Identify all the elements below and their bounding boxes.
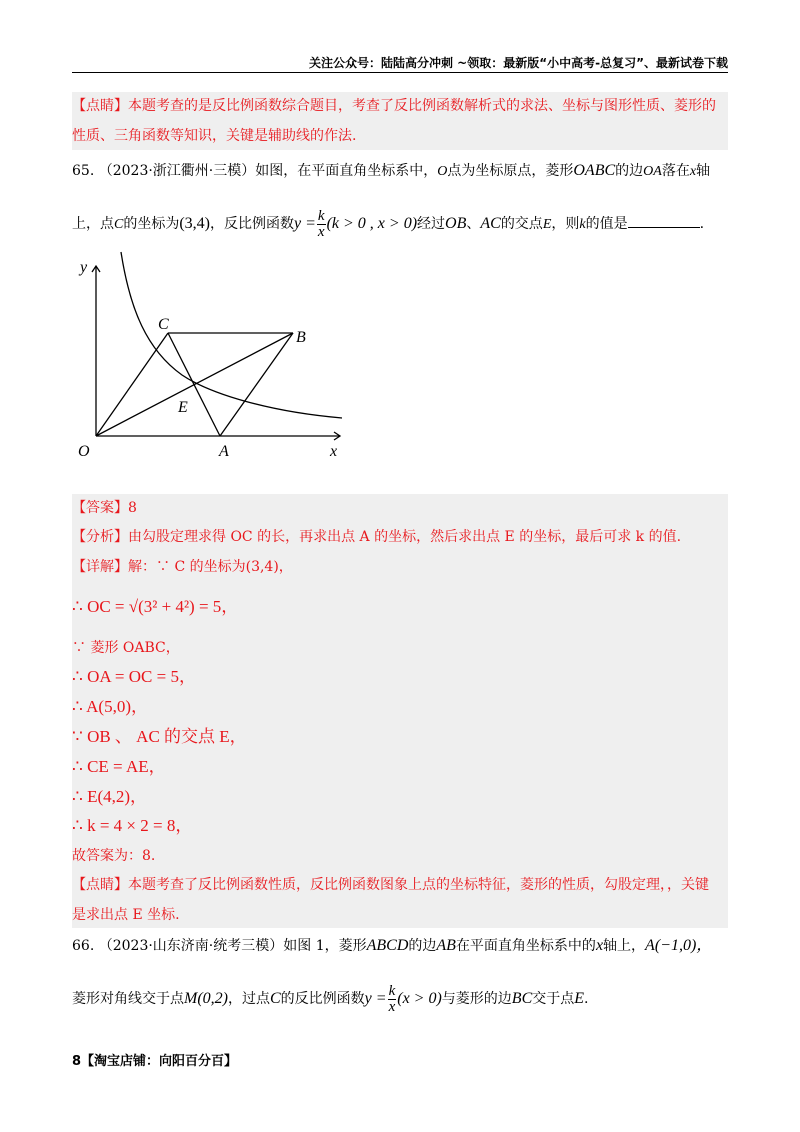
q66-bc: BC [511,990,533,1007]
q65-o: O [437,164,448,179]
dianjing-text1: 本题考查了反比例函数性质，反比例函数图象上点的坐标特征，菱形的性质，勾股定理，，关键 [128,877,709,893]
q65-c: C [114,217,124,232]
q66-func-cond: (x > 0) [397,990,442,1007]
q65-text: . [699,216,705,232]
x-label: x [330,443,338,460]
q65-text: ，则 [551,216,580,232]
q65-text: 经过 [417,216,446,232]
detail-step-e: ∵ OB 、 AC 的交点 E， [72,727,247,746]
q66-text: ，过点 [227,991,270,1007]
q66-text: 与菱形的边 [441,991,512,1007]
q65-text: 轴 [696,163,711,179]
diagonal-ac [168,333,220,436]
analysis-line [72,527,681,547]
header-rule [72,72,728,73]
detail-step-oa: ∴ OA = OC = 5， [72,667,196,686]
q65-number: 65. [72,163,95,179]
q66-text: . [584,991,589,1007]
q66-c: C [269,990,281,1007]
q65-text: 的坐标为 [123,216,180,232]
shop-name: 【淘宝店铺：向阳百分百】 [81,1054,238,1069]
q65-func-y: y = [294,215,316,232]
analysis-tag: 【分析】 [72,529,128,545]
q65-x: x [689,164,697,179]
q65-frac-den: x [317,223,325,240]
q65-text: 落在 [661,163,690,179]
q66-source: （2023·山东济南·统考三模） [98,938,284,954]
q66-m-point: M(0,2) [184,990,228,1007]
prev-dianjing-text2: 性质、三角函数等知识，关键是辅助线的作法. [72,128,357,144]
detail-step-e-coord: ∴ E(4,2)， [72,787,148,806]
q66-text: 的边 [408,938,437,954]
q65-line2 [72,207,704,242]
q65-frac-num: k [317,207,325,224]
q65-text: 如图，在平面直角坐标系中， [255,163,438,179]
q66-e: E [574,990,585,1007]
q65-answer-blank [628,213,700,228]
q66-text: 菱形对角线交于点 [72,991,184,1007]
dianjing-tag: 【点睛】 [72,877,128,893]
prev-dianjing-line2 [72,126,356,146]
q65-text: ，反比例函数 [210,216,294,232]
q66-text: 的反比例函数 [280,991,365,1007]
prev-dianjing-tag: 【点睛】 [72,98,128,114]
q66-text: 交于点 [532,991,575,1007]
hyperbola-curve [121,252,342,418]
rhombus-figure [72,250,362,465]
q66-text: 如图 1，菱形 [283,938,367,954]
q66-x: x [595,937,604,954]
q65-c-coord: (3,4) [179,215,210,232]
answer-tag: 【答案】 [72,500,128,516]
q65-source: （2023·浙江衢州·三模） [98,163,256,179]
o-label: O [78,443,90,460]
q66-text: 在平面直角坐标系中的 [455,938,596,954]
q65-text: 上，点 [72,216,114,232]
q66-a-point: A(−1,0)， [645,937,713,954]
answer-value: 8 [128,500,137,516]
q65-text: 的值是 [585,216,628,232]
detail-step-k: ∴ k = 4 × 2 = 8， [72,816,193,835]
detail-step-rhombus: ∵ 菱形 OABC， [72,640,180,656]
q65-ac: AC [480,215,501,232]
q65-text: 的边 [615,163,644,179]
detail-step-ce: ∴ CE = AE， [72,757,166,776]
analysis-text: 由勾股定理求得 OC 的长，再求出点 A 的坐标，然后求出点 E 的坐标，最后可求 k 的值. [128,529,682,545]
b-label: B [296,329,306,346]
e-label: E [178,399,188,416]
q66-frac-den: x [388,998,396,1015]
page-header: 关注公众号：陆陆高分冲刺 ~领取：最新版“小中高考-总复习”、最新试卷下载 [309,56,728,70]
detail-conclusion: 故答案为：8. [72,848,156,864]
a-label: A [219,443,229,460]
page-number: 8 [72,1054,82,1069]
detail-intro-line [72,557,293,577]
q65-rhombus: OABC [573,162,616,179]
q66-abcd: ABCD [366,937,409,954]
y-label: y [80,259,88,276]
answer-line [72,498,137,518]
q65-text: 、 [466,216,481,232]
prev-dianjing-text1: 本题考查的是反比例函数综合题目，考查了反比例函数解析式的求法、坐标与图形性质、菱形的 [128,98,716,114]
side-ba [220,333,293,436]
q66-frac-num: k [388,982,396,999]
dianjing-text2: 是求出点 E 坐标. [72,907,180,923]
prev-dianjing-line1 [72,96,716,116]
c-label: C [158,316,169,333]
dianjing-line1 [72,875,709,895]
q65-text: 的交点 [500,216,543,232]
q65-func-cond: (k > 0 , x > 0) [326,215,418,232]
detail-intro: 解：∵ C 的坐标为(3,4)， [128,559,293,575]
q65-fraction [317,209,326,240]
q66-fraction [388,984,397,1015]
q65-e: E [542,217,552,232]
q65-text: 点为坐标原点，菱形 [447,163,574,179]
q66-number: 66. [72,938,95,954]
detail-step-a: ∴ A(5,0)， [72,697,148,716]
q66-line2 [72,982,588,1016]
side-oc [96,333,168,436]
detail-step-oc: ∴ OC = √(3² + 4²) = 5， [72,597,239,616]
q66-ab: AB [436,937,456,954]
q65-k: k [579,217,586,232]
q66-line1 [72,936,712,956]
detail-tag: 【详解】 [72,559,128,575]
page-footer [72,1050,237,1069]
q66-text: 轴上， [603,938,646,954]
q66-func-y: y = [364,990,387,1007]
q65-line1 [72,161,710,182]
q65-side: OA [643,164,662,179]
q65-ob: OB [445,215,467,232]
